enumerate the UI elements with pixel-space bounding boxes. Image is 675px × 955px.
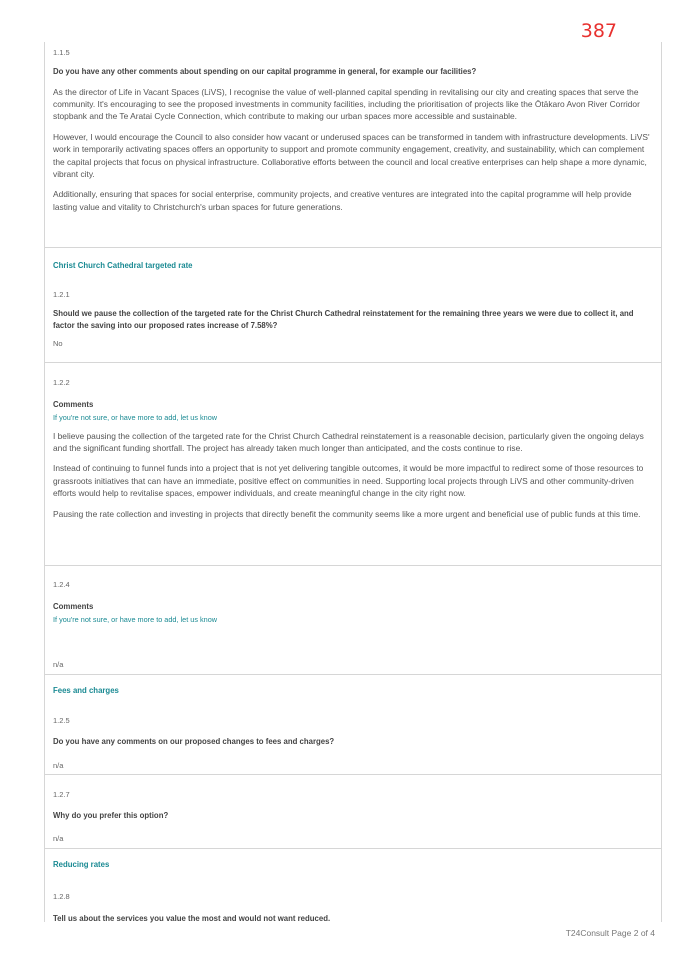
question-number: 1.2.2 (53, 378, 70, 387)
comments-label: Comments (53, 602, 94, 611)
comments-hint: If you're not sure, or have more to add, let us know (53, 412, 218, 422)
answer-paragraph: I believe pausing the collection of the targeted rate for the Christ Church Cathedral reinstatement is a reasonable decision, particularly given the ongoing delays and the significant funding shortfall. The project has already taken much longer than anticipated, and the costs continue to rise. (53, 430, 644, 453)
question-number: 1.2.7 (53, 790, 70, 799)
section-title: Christ Church Cathedral targeted rate (53, 261, 193, 270)
answer-paragraph: Instead of continuing to funnel funds into a project that is not yet delivering tangible outcomes, it would be more impactful to redirect some of those resources to grassroots initiatives that can have an immediate, positive effect on communities in need. Supporting local projects through LiVS and other community-driven efforts would help to revitalise spaces, empower individuals, and create meaningful change in the city right now. (53, 463, 644, 499)
divider (45, 774, 661, 775)
comments-hint: If you're not sure, or have more to add, let us know (53, 614, 218, 624)
divider (45, 848, 661, 849)
section-heading-fees (53, 678, 653, 695)
comments-label: Comments (53, 400, 94, 409)
answer-paragraph: Pausing the rate collection and investing in projects that directly benefit the community seems like a more urgent and beneficial use of public funds at this time. (53, 508, 641, 519)
question-text: Do you have any comments on our proposed changes to fees and charges? (53, 737, 335, 746)
divider (45, 565, 661, 566)
page-number: 387 (580, 20, 617, 42)
document-body (44, 42, 662, 922)
question-block-1-2-7 (53, 786, 653, 843)
section-heading-rates (53, 852, 653, 869)
divider (45, 247, 661, 248)
question-number: 1.2.1 (53, 290, 70, 299)
question-block-1-2-1 (53, 286, 653, 348)
question-number: 1.2.4 (53, 580, 70, 589)
answer-paragraph: However, I would encourage the Council to also consider how vacant or underused spaces can be transformed in tandem with infrastructure developments. LiVS' work in temporarily activating spaces offers an opportunity to support and promote community engagement, creativity, and sustainability, which can complement the capital projects that focus on physical infrastructure. Collaborative efforts between the council and local creative enterprises can help shape a more dynamic, vibrant city. (53, 131, 650, 179)
question-number: 1.1.5 (53, 48, 70, 57)
section-heading-cathedral (53, 253, 653, 270)
section-title: Reducing rates (53, 860, 110, 869)
question-text: Should we pause the collection of the targeted rate for the Christ Church Cathedral reinstatement for the remaining three years we were due to collect it, and factor the saving into our proposed rates increase of 7.58%? (53, 309, 634, 330)
page-footer: T24Consult Page 2 of 4 (565, 928, 655, 938)
answer-value: n/a (53, 659, 64, 669)
question-block-1-2-5 (53, 712, 653, 770)
answer-value: n/a (53, 833, 64, 843)
divider (45, 362, 661, 363)
question-text: Why do you prefer this option? (53, 811, 169, 820)
answer-value: n/a (53, 760, 64, 770)
answer-paragraph: Additionally, ensuring that spaces for social enterprise, community projects, and creative ventures are integrated into the capital programme will help provide lasting value and vitality to Christchurch's urban spaces for future generations. (53, 189, 632, 212)
question-number: 1.2.5 (53, 716, 70, 725)
answer-value: No (53, 339, 63, 348)
question-text: Do you have any other comments about spending on our capital programme in general, for example our facilities? (53, 67, 477, 76)
question-number: 1.2.8 (53, 892, 70, 901)
question-block-1-2-2 (53, 374, 653, 520)
divider (45, 674, 661, 675)
section-title: Fees and charges (53, 686, 119, 695)
question-block-1-2-8 (53, 888, 653, 925)
question-text: Tell us about the services you value the most and would not want reduced. (53, 914, 331, 923)
question-block-1-1-5 (53, 44, 653, 213)
question-block-1-2-4 (53, 576, 653, 669)
answer-paragraph: As the director of Life in Vacant Spaces (LiVS), I recognise the value of well-planned capital spending in revitalising our city and creating spaces that serve the community. It's encouraging to see the proposed investments in community facilities, including the prioritisation of projects like the Ōtākaro Avon River Corridor stopbank and the Te Aratai Cycle Connection, which contribute to making our urban spaces more accessible and sustainable. (53, 86, 640, 122)
